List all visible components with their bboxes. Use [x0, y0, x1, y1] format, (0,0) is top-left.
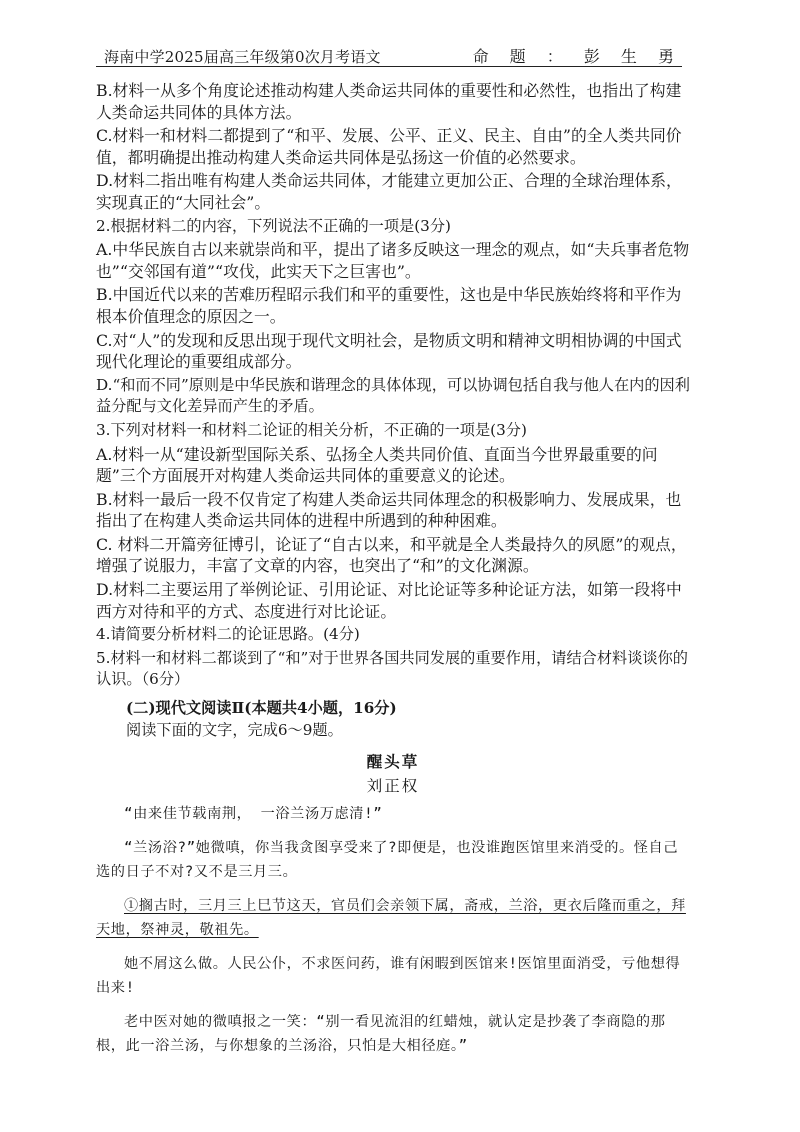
q3-option-b: B.材料一最后一段不仅肯定了构建人类命运共同体理念的积极影响力、发展成果，也指出了在构建人类命运共同体的进程中所遇到的种种困难。	[96, 489, 682, 531]
underlined-text: ①搁古时，三月三上巳节这天，官员们会亲领下属，斋戒，兰浴，更衣后隆而重之，拜天地，祭神灵，敬祖先。	[96, 897, 686, 938]
section-heading: (二)现代文阅读Ⅱ(本题共4小题，16分)	[126, 699, 397, 718]
q3-stem: 3.下列对材料一和材料二论证的相关分析，不正确的一项是(3分)	[96, 420, 527, 439]
story-paragraph: 老中医对她的微嗔报之一笑：“别一看见流泪的红蜡烛，就认定是抄袭了李商隐的那根，此一浴兰汤，与你想象的兰汤浴，只怕是大相径庭。”	[96, 1013, 666, 1054]
story-title: 醒头草	[366, 751, 420, 771]
q4-stem: 4.请简要分析材料二的论证思路。(4分)	[96, 625, 360, 644]
q2-option-b: B.中国近代以来的苦难历程昭示我们和平的重要性，这也是中华民族始终将和平作为根本价值理念的原因之一。	[96, 285, 682, 326]
q2-option-c: C.对“人”的发现和反思出现于现代文明社会，是物质文明和精神文明相协调的中国式现代化理论的重要组成部分。	[96, 330, 682, 372]
q2-option-a: A.中华民族自古以来就崇尚和平，提出了诸多反映这一理念的观点，如“夫兵事者危物也”“交邻国有道”“攻伐，此实天下之巨害也”。	[96, 240, 690, 281]
exam-title: 海南中学2025届高三年级第0次月考语文	[104, 48, 381, 66]
page-content	[96, 80, 690, 1068]
story-paragraph-underlined	[96, 894, 690, 942]
section-instruction: 阅读下面的文字，完成6～9题。	[126, 721, 343, 740]
q1-option-d: D.材料二指出唯有构建人类命运共同体，才能建立更加公正、合理的全球治理体系，实现真正的“大同社会”。	[96, 171, 682, 212]
story-paragraph: 她不屑这么做。人民公仆，不求医问药，谁有闲暇到医馆来!医馆里面消受，亏他想得出来!	[96, 955, 681, 996]
q3-option-c: C. 材料二开篇旁征博引，论证了“自古以来，和平就是全人类最持久的夙愿”的观点，增强了说服力，丰富了文章的内容，也突出了“和”的文化渊源。	[96, 534, 687, 576]
exam-author: 命 题 ： 彭 生 勇	[472, 47, 682, 66]
q3-option-d: D.材料二主要运用了举例论证、引用论证、对比论证等多种论证方法，如第一段将中西方对待和平的方式、态度进行对比论证。	[96, 580, 682, 621]
story-paragraph: “由来佳节载南荆， 一浴兰汤万虑清!”	[124, 805, 383, 822]
story-paragraph: “兰汤浴?”她微嗔，你当我贪图享受来了?即便是，也没谁跑医馆里来消受的。怪自己选的日子不对?又不是三月三。	[96, 839, 679, 880]
story-author: 刘正权	[366, 776, 420, 795]
q5-stem: 5.材料一和材料二都谈到了“和”对于世界各国共同发展的重要作用，请结合材料谈谈你的认识。（6分）	[96, 648, 688, 689]
q2-option-d: D.“和而不同”原则是中华民族和谐理念的具体体现，可以协调包括自我与他人在内的因利益分配与文化差异而产生的矛盾。	[96, 375, 690, 416]
q3-option-a: A.材料一从“建设新型国际关系、弘扬全人类共同价值、直面当今世界最重要的问题”三个方面展开对构建人类命运共同体的重要意义的论述。	[96, 444, 658, 486]
page-header	[96, 44, 682, 67]
q2-stem: 2.根据材料二的内容，下列说法不正确的一项是(3分)	[96, 216, 451, 235]
q1-option-b: B.材料一从多个角度论述推动构建人类命运共同体的重要性和必然性，也指出了构建人类命运共同体的具体方法。	[96, 81, 682, 122]
q1-option-c: C.材料一和材料二都提到了“和平、发展、公平、正义、民主、自由”的全人类共同价值，都明确提出推动构建人类命运共同体是弘扬这一价值的必然要求。	[96, 126, 682, 167]
